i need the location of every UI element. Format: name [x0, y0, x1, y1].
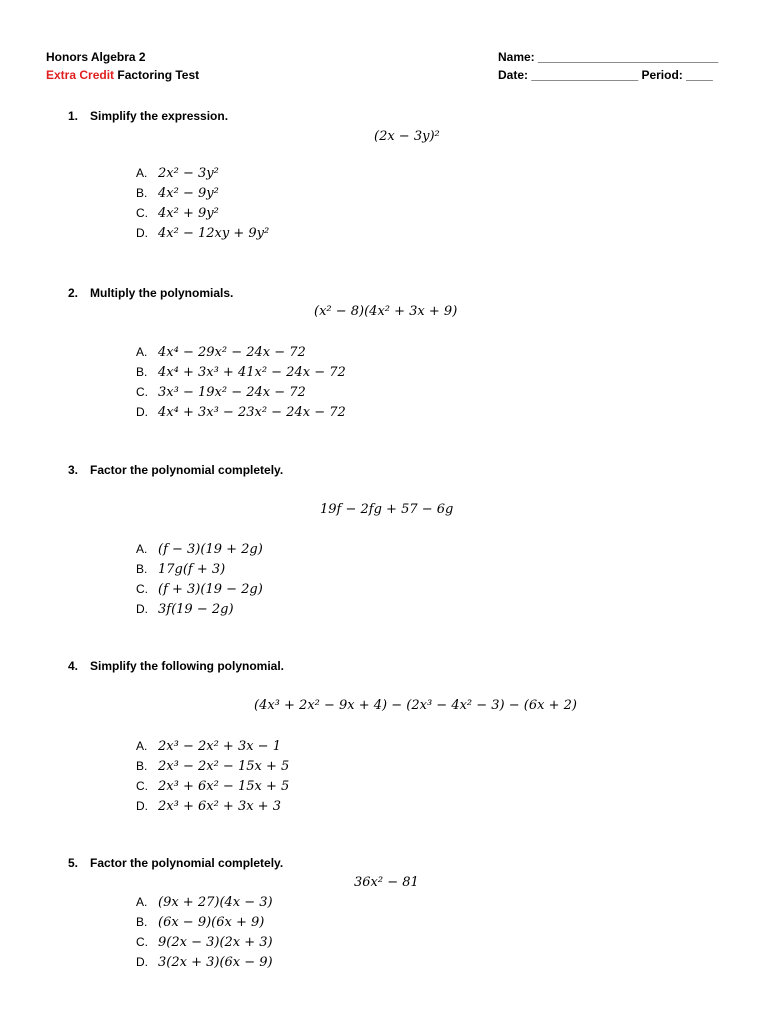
option-letter: D. [136, 602, 148, 616]
option-letter: D. [136, 799, 148, 813]
question-2-options [136, 342, 346, 422]
question-prompt: Multiply the polynomials. [90, 286, 234, 300]
date-period-field[interactable]: Date: ________________ Period: ____ [498, 68, 713, 82]
option-letter: B. [136, 186, 148, 200]
option-letter: C. [136, 206, 148, 220]
question-4-title [68, 658, 284, 674]
question-number: 2. [68, 286, 79, 300]
option-letter: C. [136, 779, 148, 793]
option-text: 9(2x − 3)(2x + 3) [158, 935, 273, 950]
option-b[interactable] [136, 912, 273, 932]
option-letter: A. [136, 895, 148, 909]
option-text: 3f(19 − 2g) [158, 602, 234, 617]
question-3-options [136, 539, 263, 619]
option-b[interactable] [136, 183, 269, 203]
option-text: 2x² − 3y² [158, 166, 219, 181]
option-text: 4x² − 9y² [158, 186, 219, 201]
option-letter: C. [136, 385, 148, 399]
question-prompt: Factor the polynomial completely. [90, 463, 284, 477]
option-letter: A. [136, 739, 148, 753]
option-letter: D. [136, 226, 148, 240]
question-prompt: Simplify the following polynomial. [90, 659, 285, 673]
question-number: 5. [68, 856, 79, 870]
option-text: 4x² + 9y² [158, 206, 219, 221]
option-text: 2x³ + 6x² + 3x + 3 [158, 799, 281, 814]
question-1-expression: (2x − 3y)² [374, 129, 440, 144]
option-text: (9x + 27)(4x − 3) [158, 895, 273, 910]
option-c[interactable] [136, 932, 273, 952]
option-b[interactable] [136, 362, 346, 382]
name-field[interactable]: Name: ___________________________ [498, 50, 719, 64]
option-d[interactable] [136, 599, 263, 619]
question-5-expression: 36x² − 81 [354, 875, 419, 890]
question-number: 3. [68, 463, 79, 477]
course-title: Honors Algebra 2 [46, 50, 146, 64]
option-letter: A. [136, 542, 148, 556]
option-c[interactable] [136, 579, 263, 599]
option-d[interactable] [136, 402, 346, 422]
question-5-title [68, 855, 283, 871]
option-text: 4x² − 12xy + 9y² [158, 226, 270, 241]
test-name-label: Factoring Test [114, 68, 200, 82]
option-a[interactable] [136, 539, 263, 559]
option-b[interactable] [136, 559, 263, 579]
option-text: (f + 3)(19 − 2g) [158, 582, 263, 597]
question-1-title [68, 108, 228, 124]
option-text: 2x³ + 6x² − 15x + 5 [158, 779, 290, 794]
question-2-title [68, 285, 233, 301]
option-c[interactable] [136, 776, 289, 796]
option-b[interactable] [136, 756, 289, 776]
option-text: (f − 3)(19 + 2g) [158, 542, 263, 557]
extra-credit-label: Extra Credit [46, 68, 115, 82]
option-letter: C. [136, 935, 148, 949]
option-text: 3(2x + 3)(6x − 9) [158, 955, 273, 970]
option-letter: B. [136, 562, 148, 576]
question-4-expression: (4x³ + 2x² − 9x + 4) − (2x³ − 4x² − 3) − (6x + 2) [254, 698, 577, 713]
question-number: 4. [68, 659, 79, 673]
option-text: 4x⁴ + 3x³ + 41x² − 24x − 72 [158, 365, 346, 380]
option-letter: C. [136, 582, 148, 596]
option-a[interactable] [136, 342, 346, 362]
option-a[interactable] [136, 736, 289, 756]
option-text: 2x³ − 2x² − 15x + 5 [158, 759, 290, 774]
option-letter: A. [136, 166, 148, 180]
option-a[interactable] [136, 892, 273, 912]
question-5-options [136, 892, 273, 972]
option-text: (6x − 9)(6x + 9) [158, 915, 265, 930]
option-text: 4x⁴ − 29x² − 24x − 72 [158, 345, 306, 360]
option-d[interactable] [136, 952, 273, 972]
question-prompt: Simplify the expression. [90, 109, 229, 123]
option-text: 4x⁴ + 3x³ − 23x² − 24x − 72 [158, 405, 346, 420]
question-number: 1. [68, 109, 79, 123]
question-prompt: Factor the polynomial completely. [90, 856, 284, 870]
option-text: 2x³ − 2x² + 3x − 1 [158, 739, 281, 754]
test-subtitle [46, 67, 199, 83]
option-c[interactable] [136, 203, 269, 223]
option-d[interactable] [136, 223, 269, 243]
option-a[interactable] [136, 163, 269, 183]
option-d[interactable] [136, 796, 289, 816]
question-2-expression: (x² − 8)(4x² + 3x + 9) [314, 304, 458, 319]
option-c[interactable] [136, 382, 346, 402]
option-text: 3x³ − 19x² − 24x − 72 [158, 385, 306, 400]
option-text: 17g(f + 3) [158, 562, 226, 577]
option-letter: B. [136, 915, 148, 929]
option-letter: D. [136, 955, 148, 969]
option-letter: B. [136, 759, 148, 773]
question-3-expression: 19f − 2fg + 57 − 6g [320, 502, 454, 517]
option-letter: B. [136, 365, 148, 379]
option-letter: A. [136, 345, 148, 359]
option-letter: D. [136, 405, 148, 419]
question-4-options [136, 736, 289, 816]
question-1-options [136, 163, 269, 243]
question-3-title [68, 462, 283, 478]
